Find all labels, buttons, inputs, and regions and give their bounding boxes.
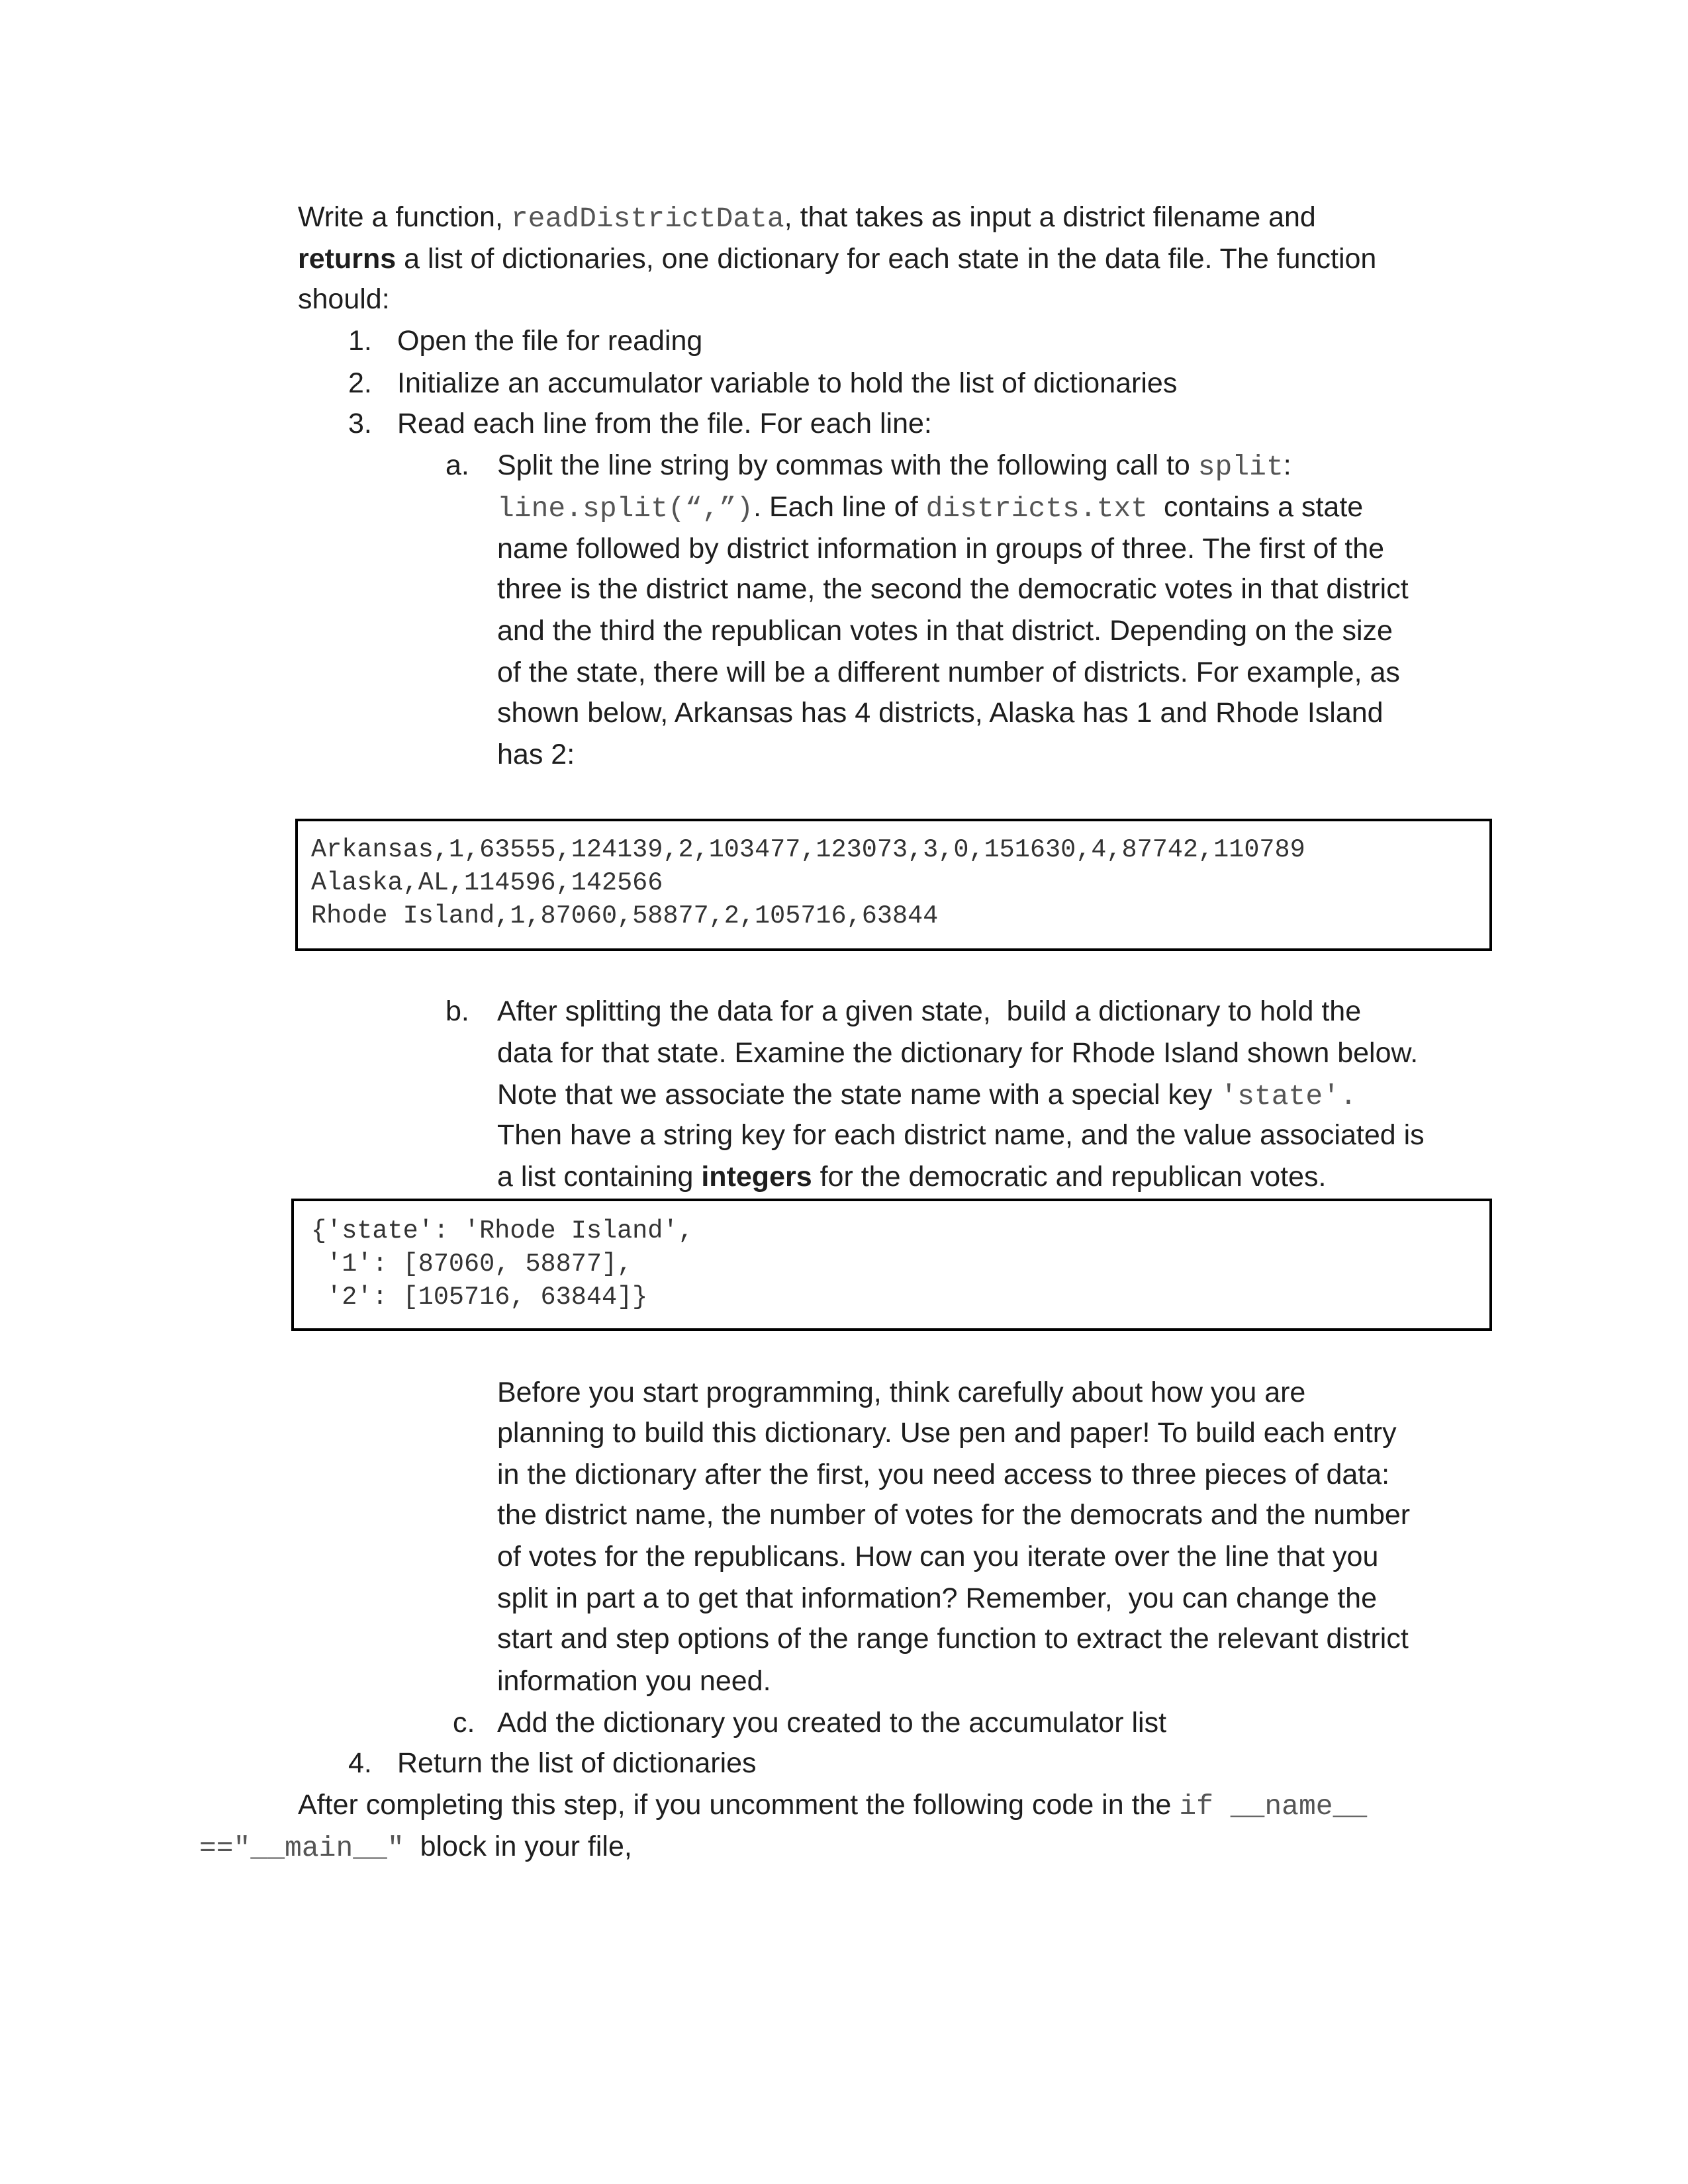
- text-line: [497, 569, 1409, 610]
- text-segment: and the third the republican votes in that district. Depending on the size: [497, 615, 1393, 647]
- text-line: [497, 1536, 1378, 1577]
- text-segment: Note that we associate the state name with a special key: [497, 1079, 1221, 1111]
- text-segment: , that takes as input a district filename and: [784, 201, 1316, 233]
- code-box-districts: [295, 819, 1492, 951]
- text-segment: Read each line from the file. For each line:: [397, 408, 932, 439]
- code-line: Alaska,AL,114596,142566: [311, 868, 663, 897]
- inline-code: main: [285, 1832, 353, 1864]
- text-segment: Before you start programming, think carefully about how you are: [497, 1377, 1306, 1408]
- text-segment: has 2:: [497, 739, 575, 770]
- text-line: [497, 1454, 1389, 1495]
- text-line: [497, 1494, 1410, 1535]
- inline-code: line.split(“,”): [497, 492, 754, 525]
- text-line: [497, 1702, 1166, 1743]
- text-segment: After splitting the data for a given state, build a dictionary to hold the: [497, 995, 1362, 1027]
- list-marker: 2.: [348, 367, 372, 399]
- text-segment: Initialize an accumulator variable to hold the list of dictionaries: [397, 367, 1178, 399]
- list-marker: 3.: [348, 408, 372, 439]
- text-segment: Open the file for reading: [397, 325, 703, 357]
- list-marker: c.: [453, 1707, 475, 1739]
- text-segment: a list of dictionaries, one dictionary for each state in the data file. The function: [396, 243, 1377, 275]
- code-line: '1': [87060, 58877],: [311, 1250, 633, 1279]
- text-line: [497, 1032, 1418, 1073]
- text-line: [497, 1115, 1425, 1156]
- text-line: [298, 197, 1316, 238]
- text-segment: contains a state: [1148, 491, 1364, 523]
- text-segment: Split the line string by commas with the following call to: [497, 449, 1198, 481]
- text-segment: planning to build this dictionary. Use pen and paper! To build each entry: [497, 1417, 1397, 1449]
- text-line: [497, 1578, 1377, 1619]
- text-segment: the district name, the number of votes for the democrats and the number: [497, 1499, 1411, 1531]
- text-segment: three is the district name, the second the democratic votes in that district: [497, 573, 1409, 605]
- bold-text: returns: [298, 243, 397, 275]
- inline-code: districts.txt: [925, 492, 1149, 525]
- text-line: [298, 238, 1376, 279]
- text-line: [497, 1074, 1357, 1115]
- text-segment: After completing this step, if you uncomment the following code in the: [298, 1789, 1180, 1821]
- text-line: [497, 486, 1363, 527]
- text-line: [497, 734, 575, 775]
- text-segment: for the democratic and republican votes.: [812, 1161, 1327, 1193]
- inline-code: if __name__: [1179, 1790, 1368, 1823]
- text-segment: information you need.: [497, 1665, 771, 1697]
- text-segment: split in part a to get that information? Remember, you can change the: [497, 1582, 1377, 1614]
- text-segment: block in your file,: [404, 1831, 632, 1862]
- inline-code: readDistrictData: [510, 203, 784, 235]
- text-line: [497, 528, 1384, 569]
- text-line: [497, 652, 1400, 693]
- list-marker: 4.: [348, 1747, 372, 1779]
- inline-code: __": [353, 1832, 404, 1864]
- text-line: [497, 692, 1383, 733]
- text-line: [199, 1826, 632, 1867]
- list-marker: 1.: [348, 325, 372, 357]
- text-line: [397, 403, 932, 444]
- text-segment: :: [1283, 449, 1291, 481]
- text-segment: in the dictionary after the first, you need access to three pieces of data:: [497, 1459, 1390, 1490]
- code-line: Arkansas,1,63555,124139,2,103477,123073,3,0,151630,4,87742,110789: [311, 835, 1305, 864]
- text-segment: . Each line of: [753, 491, 926, 523]
- list-marker: b.: [445, 995, 469, 1027]
- inline-code: 'state'.: [1220, 1080, 1357, 1113]
- text-segment: Add the dictionary you created to the accumulator list: [497, 1707, 1167, 1739]
- text-line: [397, 320, 702, 361]
- text-segment: a list containing: [497, 1161, 702, 1193]
- text-line: [298, 1784, 1367, 1825]
- text-segment: Then have a string key for each district name, and the value associated is: [497, 1119, 1425, 1151]
- text-line: [497, 1412, 1397, 1453]
- text-segment: data for that state. Examine the dictionary for Rhode Island shown below.: [497, 1037, 1419, 1069]
- text-line: [497, 610, 1393, 651]
- text-segment: should:: [298, 283, 390, 315]
- text-line: [397, 363, 1177, 404]
- text-segment: of the state, there will be a different number of districts. For example, as: [497, 657, 1400, 688]
- text-line: [497, 991, 1361, 1032]
- code-line: {'state': 'Rhode Island',: [311, 1216, 694, 1246]
- text-line: [497, 1618, 1409, 1659]
- text-line: [298, 279, 390, 320]
- text-segment: shown below, Arkansas has 4 districts, Alaska has 1 and Rhode Island: [497, 697, 1383, 729]
- text-line: [497, 445, 1291, 486]
- text-line: [497, 1156, 1326, 1197]
- code-box-dictionary: [291, 1199, 1492, 1331]
- code-line: '2': [105716, 63844]}: [311, 1283, 648, 1312]
- text-segment: start and step options of the range function to extract the relevant district: [497, 1623, 1409, 1655]
- list-marker: a.: [445, 449, 469, 481]
- text-segment: name followed by district information in groups of three. The first of the: [497, 533, 1385, 565]
- text-segment: Write a function,: [298, 201, 511, 233]
- code-line: Rhode Island,1,87060,58877,2,105716,63844: [311, 901, 939, 931]
- inline-code: =="__: [199, 1832, 285, 1864]
- text-line: [397, 1743, 757, 1784]
- bold-text: integers: [701, 1161, 812, 1193]
- text-line: [497, 1372, 1305, 1413]
- text-segment: Return the list of dictionaries: [397, 1747, 757, 1779]
- inline-code: split: [1197, 451, 1284, 483]
- text-segment: of votes for the republicans. How can you iterate over the line that you: [497, 1541, 1379, 1572]
- text-line: [497, 1661, 771, 1702]
